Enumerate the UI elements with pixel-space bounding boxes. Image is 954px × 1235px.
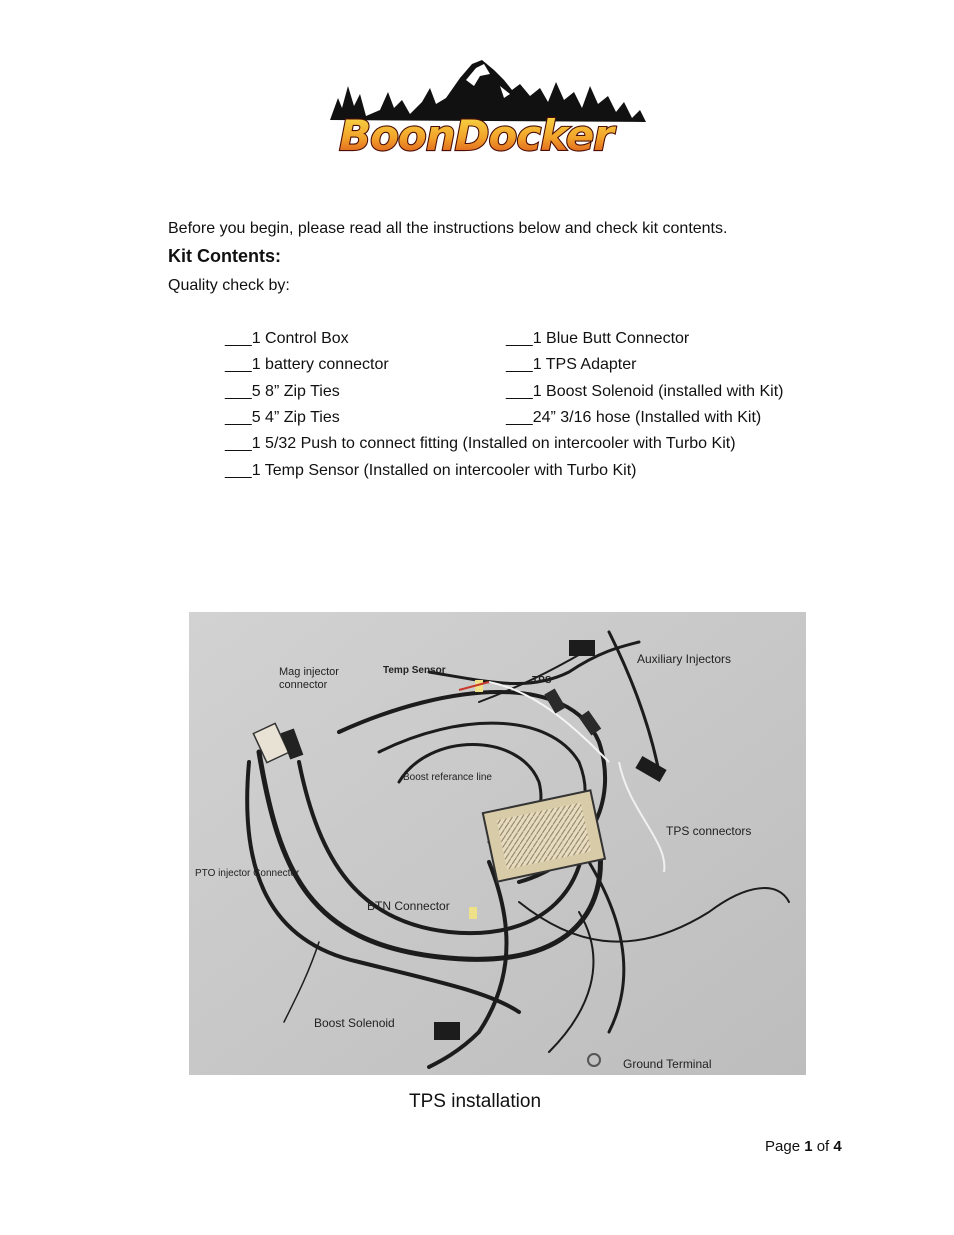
quality-check-line: Quality check by: [168,277,290,294]
kit-item: ___1 Control Box [225,330,349,347]
photo-label-mag-injector: Mag injector [279,666,339,678]
kit-item: ___24” 3/16 hose (Installed with Kit) [506,409,762,426]
intro-text: Before you begin, please read all the instructions below and check kit contents. [168,220,728,237]
boondocker-logo [290,58,662,158]
photo-label-pto-injector: PTO injector Connector [195,868,300,879]
pager-current: 1 [804,1138,813,1155]
photo-label-auxiliary-injectors: Auxiliary Injectors [637,652,732,666]
kit-item: ___1 Boost Solenoid (installed with Kit) [506,383,784,400]
page-number [765,1138,842,1155]
photo-label-tps: TPS [532,675,552,686]
logo-wordmark [339,111,616,158]
kit-contents-heading: Kit Contents: [168,246,281,266]
pager-total: 4 [833,1138,842,1155]
pager-prefix: Page [765,1138,805,1155]
kit-item: ___1 TPS Adapter [506,356,637,373]
photo-caption: TPS installation [409,1091,542,1112]
photo-label-ground-terminal: Ground Terminal [623,1057,712,1071]
kit-item: ___1 Temp Sensor (Installed on intercooler with Turbo Kit) [225,462,637,479]
kit-item: ___1 battery connector [225,356,389,373]
photo-label-temp-sensor: Temp Sensor [383,665,446,676]
kit-item: ___1 5/32 Push to connect fitting (Installed on intercooler with Turbo Kit) [225,435,736,452]
photo-label-boost-reference: Boost referance line [403,772,492,783]
kit-item: ___5 4” Zip Ties [225,409,340,426]
photo-label-btn-connector: BTN Connector [367,899,450,913]
photo-label-boost-solenoid: Boost Solenoid [314,1016,395,1030]
photo-label-mag-injector-2: connector [279,679,328,691]
photo-label-tps-connectors: TPS connectors [666,824,752,838]
logo-text: BoonDocker [339,111,613,158]
kit-item: ___5 8” Zip Ties [225,383,340,400]
kit-item: ___1 Blue Butt Connector [506,330,690,347]
wiring-harness-photo [189,612,806,1075]
pager-middle: of [812,1138,834,1155]
